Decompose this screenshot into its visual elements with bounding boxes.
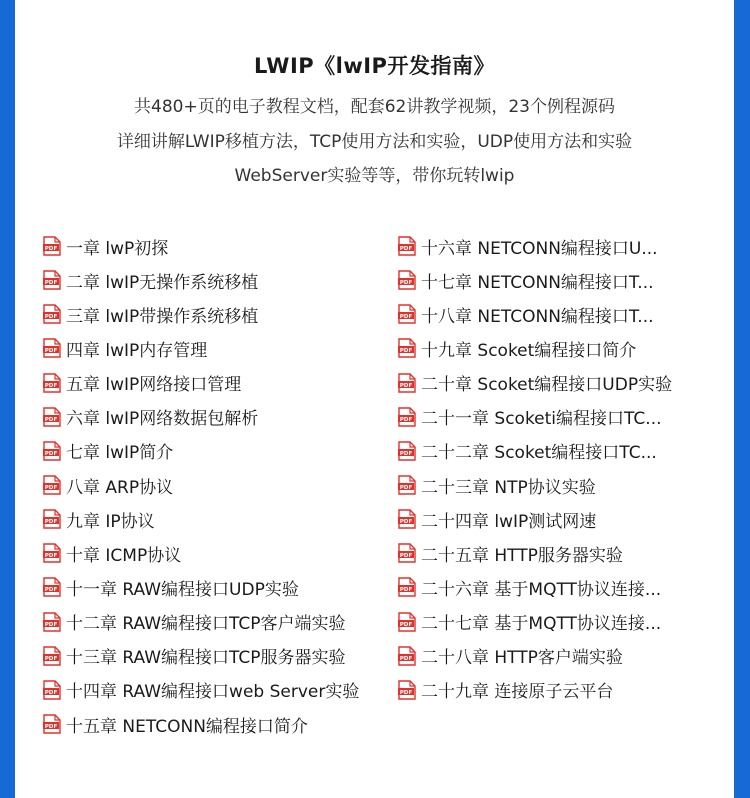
chapter-label: 七章 lwIP简介 xyxy=(66,443,174,464)
chapter-label: 十三章 RAW编程接口TCP服务器实验 xyxy=(66,648,346,669)
svg-text:PDF: PDF xyxy=(399,553,413,560)
chapter-label: 十一章 RAW编程接口UDP实验 xyxy=(66,579,299,600)
svg-text:PDF: PDF xyxy=(44,484,58,491)
chapter-label: 二十九章 连接原子云平台 xyxy=(421,682,614,703)
chapter-item[interactable] xyxy=(398,639,728,673)
chapter-item[interactable] xyxy=(43,400,388,434)
pdf-file-icon xyxy=(43,407,61,427)
chapter-item[interactable] xyxy=(398,434,728,468)
svg-text:PDF: PDF xyxy=(399,518,413,525)
description-line-2: 详细讲解LWIP移植方法，TCP使用方法和实验，UDP使用方法和实验 xyxy=(116,132,633,152)
chapter-label: 二十七章 基于MQTT协议连接... xyxy=(421,614,662,635)
chapter-label: 二十三章 NTP协议实验 xyxy=(421,477,596,498)
pdf-file-icon xyxy=(398,509,416,529)
svg-text:PDF: PDF xyxy=(44,348,58,355)
chapter-item[interactable] xyxy=(43,673,388,707)
pdf-file-icon xyxy=(398,304,416,324)
pdf-file-icon xyxy=(43,509,61,529)
pdf-file-icon xyxy=(43,680,61,700)
pdf-file-icon xyxy=(398,475,416,495)
chapter-label: 十五章 NETCONN编程接口简介 xyxy=(66,716,308,737)
chapter-label: 二十四章 lwIP测试网速 xyxy=(421,511,597,532)
svg-text:PDF: PDF xyxy=(399,280,413,287)
chapter-label: 二十五章 HTTP服务器实验 xyxy=(421,545,623,566)
svg-text:PDF: PDF xyxy=(44,689,58,696)
chapter-label: 一章 lwP初探 xyxy=(66,238,169,259)
chapter-item[interactable] xyxy=(398,331,728,365)
svg-text:PDF: PDF xyxy=(399,314,413,321)
pdf-file-icon xyxy=(398,270,416,290)
page-title: LWIP《lwIP开发指南》 xyxy=(254,54,495,78)
chapter-item[interactable] xyxy=(43,263,388,297)
svg-text:PDF: PDF xyxy=(399,450,413,457)
pdf-file-icon xyxy=(43,543,61,563)
chapter-label: 八章 ARP协议 xyxy=(66,477,174,498)
svg-text:PDF: PDF xyxy=(399,587,413,594)
chapter-item[interactable] xyxy=(43,297,388,331)
chapter-item[interactable] xyxy=(43,434,388,468)
svg-text:PDF: PDF xyxy=(44,553,58,560)
chapter-label: 二十八章 HTTP客户端实验 xyxy=(421,648,623,669)
content-card xyxy=(15,0,734,798)
chapter-list-left xyxy=(43,229,388,741)
svg-text:PDF: PDF xyxy=(399,655,413,662)
pdf-file-icon xyxy=(43,612,61,632)
chapter-label: 二十六章 基于MQTT协议连接... xyxy=(421,579,662,600)
svg-text:PDF: PDF xyxy=(44,518,58,525)
pdf-file-icon xyxy=(398,407,416,427)
pdf-file-icon xyxy=(43,236,61,256)
chapter-item[interactable] xyxy=(398,502,728,536)
svg-text:PDF: PDF xyxy=(44,382,58,389)
description-line-1: 共480+页的电子教程文档，配套62讲教学视频，23个例程源码 xyxy=(134,97,615,117)
chapter-item[interactable] xyxy=(43,639,388,673)
chapter-label: 十二章 RAW编程接口TCP客户端实验 xyxy=(66,614,346,635)
chapter-label: 十九章 Scoket编程接口简介 xyxy=(421,340,637,361)
pdf-file-icon xyxy=(398,441,416,461)
pdf-file-icon xyxy=(398,236,416,256)
chapter-item[interactable] xyxy=(398,366,728,400)
chapter-label: 十七章 NETCONN编程接口T... xyxy=(421,272,654,293)
svg-text:PDF: PDF xyxy=(44,450,58,457)
svg-text:PDF: PDF xyxy=(44,723,58,730)
svg-text:PDF: PDF xyxy=(399,245,413,252)
chapter-label: 四章 lwIP内存管理 xyxy=(66,340,208,361)
chapter-label: 九章 IP协议 xyxy=(66,511,155,532)
svg-text:PDF: PDF xyxy=(44,245,58,252)
chapter-item[interactable] xyxy=(43,707,388,741)
pdf-file-icon xyxy=(43,475,61,495)
chapter-item[interactable] xyxy=(43,570,388,604)
chapter-label: 二十章 Scoket编程接口UDP实验 xyxy=(421,375,673,396)
chapter-label: 六章 lwIP网络数据包解析 xyxy=(66,409,259,430)
chapter-item[interactable] xyxy=(43,605,388,639)
chapter-item[interactable] xyxy=(43,502,388,536)
chapter-item[interactable] xyxy=(398,263,728,297)
pdf-file-icon xyxy=(398,338,416,358)
chapter-item[interactable] xyxy=(398,570,728,604)
chapter-item[interactable] xyxy=(398,297,728,331)
chapter-item[interactable] xyxy=(398,229,728,263)
chapter-item[interactable] xyxy=(43,468,388,502)
svg-text:PDF: PDF xyxy=(399,484,413,491)
chapter-list-right xyxy=(398,229,728,707)
svg-text:PDF: PDF xyxy=(44,314,58,321)
pdf-file-icon xyxy=(398,373,416,393)
pdf-file-icon xyxy=(398,577,416,597)
chapter-label: 十四章 RAW编程接口web Server实验 xyxy=(66,682,360,703)
chapter-label: 二章 lwIP无操作系统移植 xyxy=(66,272,259,293)
pdf-file-icon xyxy=(43,338,61,358)
chapter-item[interactable] xyxy=(398,468,728,502)
chapter-label: 二十一章 Scoketi编程接口TC... xyxy=(421,409,662,430)
svg-text:PDF: PDF xyxy=(44,416,58,423)
svg-text:PDF: PDF xyxy=(399,348,413,355)
svg-text:PDF: PDF xyxy=(44,621,58,628)
description-line-3: WebServer实验等等，带你玩转lwip xyxy=(234,166,515,186)
pdf-file-icon xyxy=(43,577,61,597)
chapter-item[interactable] xyxy=(398,673,728,707)
svg-text:PDF: PDF xyxy=(399,382,413,389)
chapter-label: 十章 ICMP协议 xyxy=(66,545,182,566)
svg-text:PDF: PDF xyxy=(399,621,413,628)
pdf-file-icon xyxy=(43,441,61,461)
chapter-item[interactable] xyxy=(43,366,388,400)
pdf-file-icon xyxy=(398,543,416,563)
chapter-item[interactable] xyxy=(43,536,388,570)
chapter-item[interactable] xyxy=(398,605,728,639)
pdf-file-icon xyxy=(43,646,61,666)
pdf-file-icon xyxy=(398,646,416,666)
svg-text:PDF: PDF xyxy=(44,587,58,594)
chapter-item[interactable] xyxy=(43,331,388,365)
pdf-file-icon xyxy=(43,304,61,324)
svg-text:PDF: PDF xyxy=(44,655,58,662)
chapter-label: 十六章 NETCONN编程接口U... xyxy=(421,238,658,259)
chapter-item[interactable] xyxy=(43,229,388,263)
chapter-label: 三章 lwIP带操作系统移植 xyxy=(66,306,259,327)
svg-text:PDF: PDF xyxy=(399,689,413,696)
chapter-label: 五章 lwIP网络接口管理 xyxy=(66,375,242,396)
chapter-label: 二十二章 Scoket编程接口TC... xyxy=(421,443,657,464)
chapter-item[interactable] xyxy=(398,400,728,434)
pdf-file-icon xyxy=(43,714,61,734)
chapter-item[interactable] xyxy=(398,536,728,570)
svg-text:PDF: PDF xyxy=(44,280,58,287)
pdf-file-icon xyxy=(398,680,416,700)
pdf-file-icon xyxy=(398,612,416,632)
svg-text:PDF: PDF xyxy=(399,416,413,423)
chapter-label: 十八章 NETCONN编程接口T... xyxy=(421,306,654,327)
pdf-file-icon xyxy=(43,270,61,290)
pdf-file-icon xyxy=(43,373,61,393)
